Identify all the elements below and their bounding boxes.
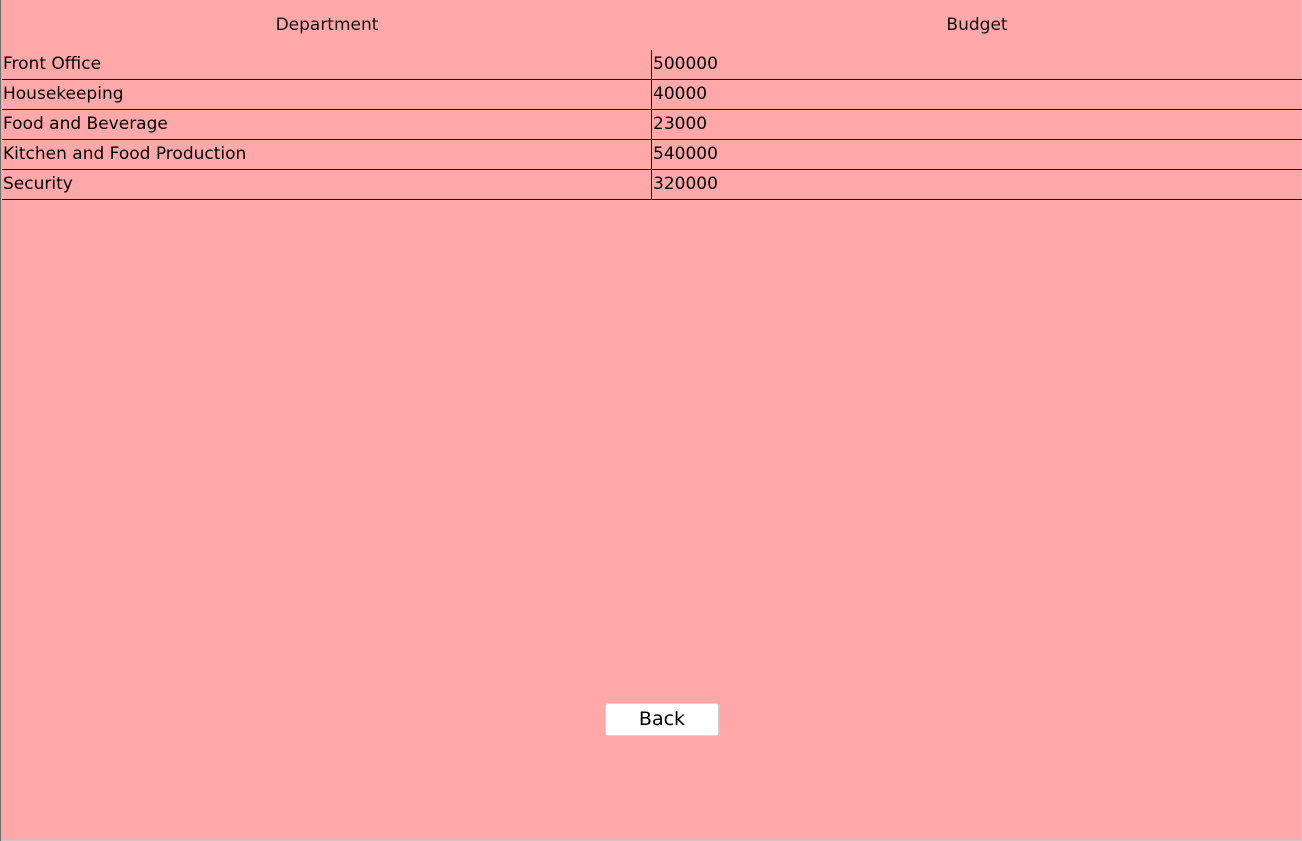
table-row[interactable] <box>2 110 1302 140</box>
budget-cell[interactable]: 40000 <box>652 80 1302 110</box>
department-cell[interactable]: Front Office <box>2 50 652 80</box>
budget-cell[interactable]: 320000 <box>652 170 1302 200</box>
department-cell[interactable]: Housekeeping <box>2 80 652 110</box>
column-header-budget[interactable]: Budget <box>946 15 1008 35</box>
table-row[interactable] <box>2 50 1302 80</box>
department-cell[interactable]: Food and Beverage <box>2 110 652 140</box>
table-row[interactable] <box>2 170 1302 200</box>
department-cell[interactable]: Kitchen and Food Production <box>2 140 652 170</box>
budget-cell[interactable]: 540000 <box>652 140 1302 170</box>
budget-cell[interactable]: 500000 <box>652 50 1302 80</box>
table-row[interactable] <box>2 140 1302 170</box>
table-row[interactable] <box>2 80 1302 110</box>
budget-table <box>2 50 1302 200</box>
column-header-department[interactable]: Department <box>275 15 379 35</box>
back-button[interactable]: Back <box>605 703 719 736</box>
table-header <box>2 0 1302 50</box>
budget-cell[interactable]: 23000 <box>652 110 1302 140</box>
department-cell[interactable]: Security <box>2 170 652 200</box>
